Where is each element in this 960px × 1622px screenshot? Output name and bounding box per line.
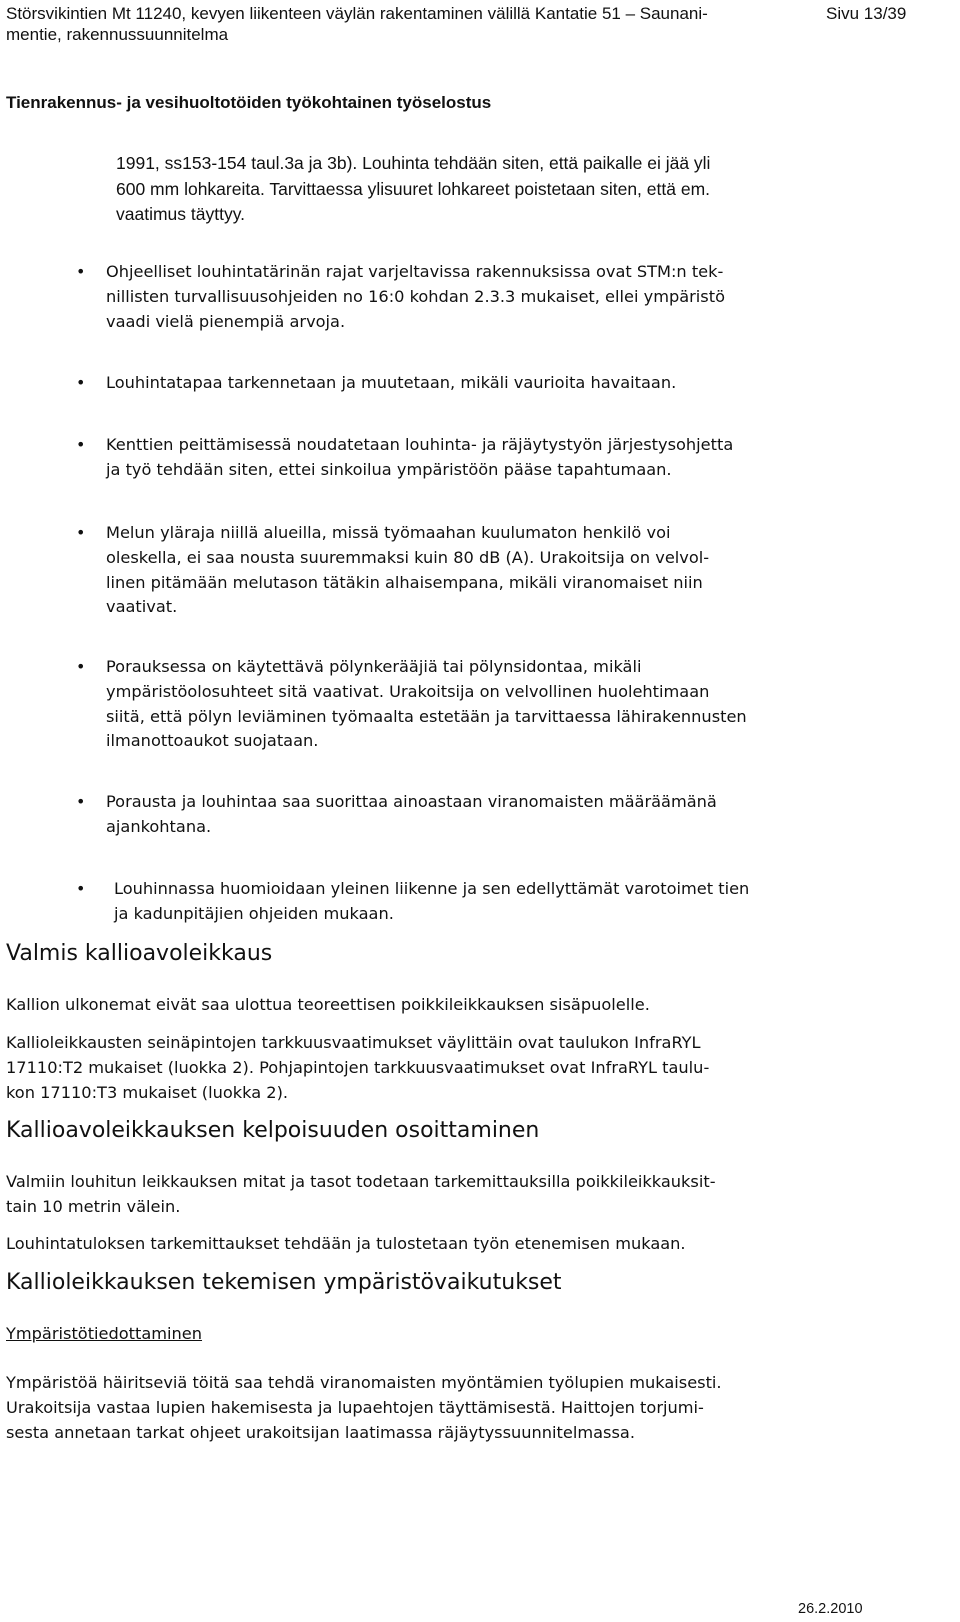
paragraph: Louhintatuloksen tarkemittaukset tehdään ja tulostetaan työn etenemisen mukaan. (6, 1234, 686, 1253)
section-heading: Kallioleikkauksen tekemisen ympäristövaikutukset (6, 1270, 562, 1295)
paragraph-line: Valmiin louhitun leikkauksen mitat ja tasot todetaan tarkemittauksilla poikkileikkauksit- (6, 1172, 716, 1191)
paragraph-line: Urakoitsija vastaa lupien hakemisesta ja lupaehtojen täyttämisestä. Haittojen torjumi- (6, 1397, 704, 1417)
bullet-marker: • (76, 435, 86, 454)
paragraph-line: kon 17110:T3 mukaiset (luokka 2). (6, 1082, 289, 1102)
bullet-item (106, 371, 676, 396)
intro-line: vaatimus täyttyy. (116, 204, 246, 224)
bullet-line: siitä, että pölyn leviäminen työmaalta estetään ja tarvittaessa lähirakennusten (106, 706, 747, 726)
paragraph-line: 17110:T2 mukaiset (luokka 2). Pohjapintojen tarkkuusvaatimukset ovat InfraRYL taulu- (6, 1057, 710, 1077)
bullet-line: Porauksessa on käytettävä pölynkerääjiä tai pölynsidontaa, mikäli (106, 657, 642, 676)
paragraph-line: Ympäristöä häiritseviä töitä saa tehdä viranomaisten myöntämien työlupien mukaisesti. (6, 1373, 722, 1392)
paragraph (6, 1170, 716, 1220)
subheading: Ympäristötiedottaminen (6, 1324, 203, 1343)
bullet-line: vaativat. (106, 597, 178, 617)
bullet-marker: • (76, 262, 86, 281)
bullet-line: Ohjeelliset louhintatärinän rajat varjeltavissa rakennuksissa ovat STM:n tek- (106, 262, 724, 281)
header-project: Störsvikintien Mt 11240, kevyen liikenteen väylän rakentaminen välillä Kantatie 51 – Saunani- (6, 4, 708, 23)
bullet-line: Kenttien peittämisessä noudatetaan louhinta- ja räjäytystyön järjestysohjetta (106, 435, 734, 454)
document-title: Tienrakennus- ja vesihuoltotöiden työkohtainen työselostus (6, 93, 492, 112)
bullet-line: ja työ tehdään siten, ettei sinkoilua ympäristöön pääse tapahtumaan. (106, 459, 672, 479)
bullet-line: vaadi vielä pienempiä arvoja. (106, 311, 346, 331)
bullet-item (106, 521, 709, 620)
bullet-line: oleskella, ei saa nousta suuremmaksi kuin 80 dB (A). Urakoitsija on velvol- (106, 547, 710, 567)
bullet-item (106, 433, 733, 483)
footer-date: 26.2.2010 (798, 1601, 863, 1617)
bullet-line: Louhinnassa huomioidaan yleinen liikenne ja sen edellyttämät varotoimet tien (114, 879, 750, 898)
bullet-line: ajankohtana. (106, 816, 212, 836)
bullet-line: Louhintatapaa tarkennetaan ja muutetaan, mikäli vaurioita havaitaan. (106, 373, 677, 392)
bullet-line: ilmanottoaukot suojataan. (106, 731, 319, 751)
paragraph-line: sesta annetaan tarkat ohjeet urakoitsijan laatimassa räjäytyssuunnitelmassa. (6, 1422, 635, 1442)
bullet-line: Melun yläraja niillä alueilla, missä työmaahan kuulumaton henkilö voi (106, 523, 671, 542)
page-number: Sivu 13/39 (826, 4, 907, 23)
paragraph: Kallion ulkonemat eivät saa ulottua teoreettisen poikkileikkauksen sisäpuolelle. (6, 995, 650, 1014)
paragraph (6, 1031, 709, 1105)
paragraph (6, 1371, 722, 1445)
header-project-cont: mentie, rakennussuunnitelma (6, 25, 229, 44)
bullet-marker: • (76, 792, 86, 811)
bullet-item (106, 260, 725, 334)
bullet-item (106, 655, 747, 754)
bullet-line: ympäristöolosuhteet sitä vaativat. Urakoitsija on velvollinen huolehtimaan (106, 681, 710, 701)
bullet-marker: • (76, 657, 86, 676)
intro-line: 1991, ss153-154 taul.3a ja 3b). Louhinta tehdään siten, että paikalle ei jää yli (116, 153, 711, 173)
bullet-item (106, 790, 717, 840)
bullet-marker: • (76, 523, 86, 542)
intro-line: 600 mm lohkareita. Tarvittaessa ylisuuret lohkareet poistetaan siten, että em. (116, 178, 711, 199)
bullet-marker: • (76, 879, 86, 898)
section-heading: Kallioavoleikkauksen kelpoisuuden osoittaminen (6, 1118, 540, 1143)
bullet-marker: • (76, 373, 86, 392)
bullet-item (114, 877, 749, 927)
bullet-line: ja kadunpitäjien ohjeiden mukaan. (114, 903, 394, 923)
bullet-line: Porausta ja louhintaa saa suorittaa ainoastaan viranomaisten määräämänä (106, 792, 717, 811)
paragraph-line: Kallioleikkausten seinäpintojen tarkkuusvaatimukset väylittäin ovat taulukon InfraRYL (6, 1033, 701, 1052)
paragraph-line: tain 10 metrin välein. (6, 1196, 181, 1216)
bullet-line: linen pitämään melutason tätäkin alhaisempana, mikäli viranomaiset niin (106, 572, 703, 592)
section-heading: Valmis kallioavoleikkaus (6, 941, 273, 966)
bullet-line: nillisten turvallisuusohjeiden no 16:0 kohdan 2.3.3 mukaiset, ellei ympäristö (106, 286, 725, 306)
intro-paragraph (116, 151, 710, 228)
